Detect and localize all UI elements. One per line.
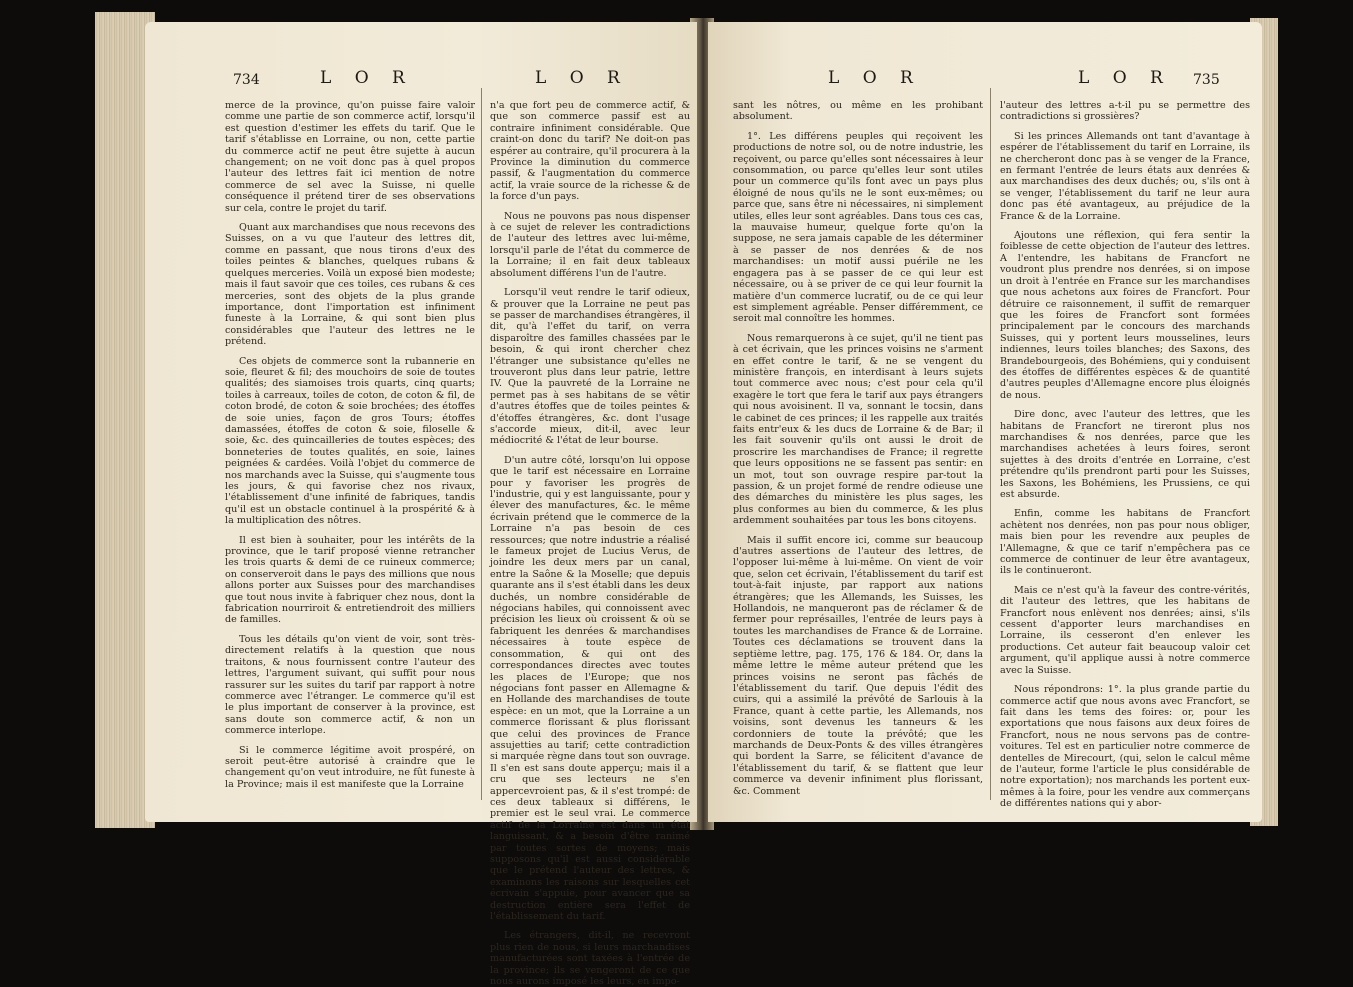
left-column-1: [225, 100, 475, 800]
left-header-right: L O R: [535, 68, 629, 88]
paragraph: Lorsqu'il veut rendre le tarif odieux, & prouver que la Lorraine ne peut pas se passer de marchandises étrangères, il dit, qu'à l'effet du tarif, on verra disparoître des familles chassées par le besoin, & qui iront chercher chez l'étranger une subsistance qu'elles ne trouveront plus dans leur patrie, lettre IV. Que la pauvreté de la Lorraine ne permet pas à ses habitans de se vêtir d'autres étoffes que de toiles peintes & d'étoffes étrangères, &c. dont l'usage s'accorde mieux, dit-il, avec leur médiocrité & l'état de leur bourse.: [490, 287, 690, 447]
paragraph: Nous ne pouvons pas nous dispenser à ce sujet de relever les contradictions de l'auteur des lettres avec lui-même, lorsqu'il parle de l'état du commerce de la Lorraine; il en fait deux tableaux absolument différens l'un de l'autre.: [490, 210, 690, 279]
paragraph: Ajoutons une réflexion, qui fera sentir la foiblesse de cette objection de l'auteur des lettres. A l'entendre, les habitans de Francfort ne voudront plus prendre nos denrées, si on impose un droit à l'entrée en France sur les marchandises que nous achetons aux foires de Francfort. Pour détruire ce raisonnement, il suffit de remarquer que les foires de Francfort sont formées principalement par le concours des marchands Suisses, qui y portent leurs mousselines, leurs indiennes, leurs toiles blanches; des Saxons, des Brandebourgeois, des Bohémiens, qui y conduisent des étoffes de différentes espèces & de quantité d'autres peuples d'Allemagne encore plus éloignés de nous.: [1000, 230, 1250, 401]
paragraph: Ces objets de commerce sont la rubannerie en soie, fleuret & fil; des mouchoirs de soie de toutes qualités; des siamoises trois quarts, cinq quarts; toiles à carreaux, toiles de coton, de coton & fil, de coton brodé, de coton & soie brochées; des étoffes de soie unies, façon de gros Tours; étoffes damassées, étoffes de coton & soie, filoselle & soie, &c. des quincailleries de toutes espèces; des bonneteries de toutes qualités, en soie, laines peignées & cardées. Voilà l'objet du commerce de nos marchands avec la Suisse, qui s'augmente tous les jours, & qui favorise chez nos rivaux, l'établissement d'une infinité de fabriques, tandis qu'il est un obstacle continuel à la prospérité & à la multiplication des nôtres.: [225, 355, 475, 527]
paragraph: Nous remarquerons à ce sujet, qu'il ne tient pas à cet écrivain, que les princes voisins ne s'arment en effet contre le tarif, & ne se vengent du ministère françois, en interdisant à leurs sujets tout commerce avec nous; c'est pour cela qu'il exagère le tort que fera le tarif aux pays étrangers qui nous avoisinent. Il va, sonnant le tocsin, dans le cabinet de ces princes; il les rappelle aux traités faits entr'eux & les ducs de Lorraine & de Bar; il les fait souvenir qu'ils ont aussi le droit de proscrire les marchandises de France; il regrette que leurs oppositions ne se fassent pas sentir: en un mot, tout son ouvrage respire par-tout la passion, & un projet formé de rendre odieuse une des démarches du ministère les plus sages, les plus conformes au bien du commerce, & les plus ardemment souhaitées par tous les bons citoyens.: [733, 332, 983, 527]
left-page-number: 734: [233, 72, 260, 88]
right-header-left: L O R: [828, 68, 922, 88]
paragraph: 1°. Les différens peuples qui reçoivent les productions de notre sol, ou de notre industrie, les reçoivent, ou parce qu'elles sont nécessaires à leur consommation, ou parce qu'elles leur sont utiles pour un commerce qu'ils font avec un pays plus éloigné de nous qu'ils ne le sont eux-mêmes; ou parce que, sans être ni nécessaires, ni simplement utiles, elles leur sont agréables. Dans tous ces cas, la mauvaise humeur, quelque forte qu'on la suppose, ne sera jamais capable de les déterminer à se passer de nos denrées & de nos marchandises: un motif aussi puérile ne les engagera pas à se passer de ce qui leur est nécessaire, ou à se priver de ce qui leur fournit la matière d'un commerce lucratif, ou de ce qui leur est simplement agréable. Penser différemment, ce seroit mal connoître les hommes.: [733, 130, 983, 325]
paragraph: merce de la province, qu'on puisse faire valoir comme une partie de son commerce actif, lorsqu'il est question d'estimer les effets du tarif. Que le tarif s'établisse en Lorraine, ou non, cette partie du commerce actif ne peut être sujette à aucun changement; on ne voit donc pas à quel propos l'auteur des lettres fait ici mention de notre commerce de sel avec la Suisse, ni quelle conséquence il prétend tirer de ses observations sur cela, contre le projet du tarif.: [225, 100, 475, 214]
paragraph: Les étrangers, dit-il, ne recevront plus rien de nous, si leurs marchandises manufacturées sont taxées à l'entrée de la province; ils se vengeront de ce que nous aurons imposé les leurs, en impo-: [490, 930, 690, 987]
right-column-1: [733, 100, 983, 800]
left-column-2: [490, 100, 690, 987]
paragraph: D'un autre côté, lorsqu'on lui oppose que le tarif est nécessaire en Lorraine pour y favoriser les progrès de l'industrie, qui y est languissante, pour y élever des manufactures, &c. le même écrivain prétend que le commerce de la Lorraine n'a pas besoin de ces ressources; que notre industrie a réalisé le fameux projet de Lucius Verus, de joindre les deux mers par un canal, entre la Saône & la Moselle; que depuis quarante ans il s'est établi dans les deux duchés, un nombre considérable de négocians habiles, qui connoissent avec précision les lieux où croissent & où se fabriquent les denrées & marchandises nécessaires à toute espèce de consommation, & qui ont des correspondances directes avec toutes les places de l'Europe; que nos négocians font passer en Allemagne & en Hollande des marchandises de toute espèce: en un mot, que la Lorraine a un commerce florissant & plus florissant que celui des provinces de France assujetties au tarif; cette contradiction si marquée règne dans tout son ouvrage. Il s'en est sans doute apperçu; mais il a cru que ses lecteurs ne s'en appercevroient pas, & il s'est trompé: de ces deux tableaux si différens, le premier est le seul vrai. Le commerce actif de la Lorraine est dans un état languissant, & a besoin d'être ranimé par toutes sortes de moyens; mais supposons qu'il est aussi considérable que le prétend l'auteur des lettres, & examinons les raisons sur lesquelles cet écrivain s'appuie, pour avancer que sa destruction entière sera l'effet de l'établissement du tarif.: [490, 454, 690, 923]
paragraph: Dire donc, avec l'auteur des lettres, que les habitans de Francfort ne tireront plus nos marchandises & nos denrées, parce que les marchandises achetées à leurs foires, seront sujettes à des droits d'entrée en Lorraine, c'est prétendre qu'ils prendront parti pour les Suisses, les Saxons, les Bohémiens, les Prussiens, ce qui est absurde.: [1000, 409, 1250, 500]
paragraph: sant les nôtres, ou même en les prohibant absolument.: [733, 100, 983, 123]
column-divider: [481, 88, 482, 800]
paragraph: Mais il suffit encore ici, comme sur beaucoup d'autres assertions de l'auteur des lettres, de l'opposer lui-même à lui-même. On vient de voir que, selon cet écrivain, l'établissement du tarif est tout-à-fait injuste, par rapport aux nations étrangères; que les Allemands, les Suisses, les Hollandois, ne manqueront pas de réclamer & de fermer pour représailles, l'entrée de leurs pays à toutes les marchandises de France & de Lorraine. Toutes ces déclamations se trouvent dans la septième lettre, pag. 175, 176 & 184. Or, dans la même lettre le même auteur prétend que les princes voisins ne seront pas fâchés de l'établissement du tarif. Que depuis l'édit des cuirs, qui a assimilé la prévôté de Sarlouis à la France, quant à cette partie, les Allemands, nos voisins, sont devenus les tanneurs & les cordonniers de toute la prévôté; que les marchands de Deux-Ponts & des villes étrangères qui bordent la Sarre, se félicitent d'avance de l'établissement du tarif, & se flattent que leur commerce va devenir infiniment plus florissant, &c. Comment: [733, 534, 983, 797]
paragraph: Si les princes Allemands ont tant d'avantage à espérer de l'établissement du tarif en Lorraine, ils ne chercheront donc pas à se venger de la France, en fermant l'entrée de leurs états aux denrées & aux marchandises des deux duchés; ou, s'ils ont à se venger, l'établissement du tarif ne leur aura donc pas été avantageux, au préjudice de la France & de la Lorraine.: [1000, 130, 1250, 222]
right-page-number: 735: [1193, 72, 1220, 88]
paragraph: l'auteur des lettres a-t-il pu se permettre des contradictions si grossières?: [1000, 100, 1250, 123]
paragraph: Si le commerce légitime avoit prospéré, on seroit peut-être autorisé à craindre que le changement qu'on veut introduire, ne fût funeste à la Province; mais il est manifeste que la Lorraine: [225, 744, 475, 790]
paragraph: Enfin, comme les habitans de Francfort achètent nos denrées, non pas pour nous obliger, mais bien pour les revendre aux peuples de l'Allemagne, & que ce tarif n'empêchera pas ce commerce de continuer de leur être avantageux, ils le continueront.: [1000, 508, 1250, 577]
right-header-right: L O R: [1078, 68, 1172, 88]
paragraph: n'a que fort peu de commerce actif, & que son commerce passif est au contraire infiniment considérable. Que craint-on donc du tarif? Ne doit-on pas espérer au contraire, qu'il procurera à la Province la diminution du commerce passif, & l'augmentation du commerce actif, la vraie source de la richesse & de la force d'un pays.: [490, 100, 690, 203]
paragraph: Nous répondrons: 1°. la plus grande partie du commerce actif que nous avons avec Francfort, se fait dans les tems des foires: or, pour les exportations que nous faisons aux deux foires de Francfort, nous ne nous servons pas de contre-voitures. Tel est en particulier notre commerce de dentelles de Mirecourt, (qui, selon le calcul même de l'auteur, forme l'article le plus considérable de notre exportation); nos marchands les portent eux-mêmes à la foire, pour les vendre aux commerçans de différentes nations qui y abor-: [1000, 684, 1250, 810]
paragraph: Tous les détails qu'on vient de voir, sont très-directement relatifs à la question que nous traitons, & nous fournissent contre l'auteur des lettres, l'argument suivant, qui suffit pour nous rassurer sur les suites du tarif par rapport à notre commerce avec l'étranger. Le commerce qu'il est le plus important de conserver à la province, est sans doute son commerce actif, & non un commerce interlope.: [225, 633, 475, 737]
column-divider: [990, 88, 991, 800]
left-header-left: L O R: [320, 68, 414, 88]
right-column-2: [1000, 100, 1250, 810]
paragraph: Quant aux marchandises que nous recevons des Suisses, on a vu que l'auteur des lettres dit, comme en passant, que nous tirons d'eux des toiles peintes & blanches, quelques rubans & quelques merceries. Voilà un exposé bien modeste; mais il faut savoir que ces toiles, ces rubans & ces merceries, sont des objets de la plus grande importance, dont l'importation est infiniment funeste à la Lorraine, & qui sont bien plus considérables que l'auteur des lettres ne le prétend.: [225, 222, 475, 348]
paragraph: Mais ce n'est qu'à la faveur des contre-vérités, dit l'auteur des lettres, que les habitans de Francfort nous enlèvent nos denrées; ainsi, s'ils cessent d'apporter leurs marchandises en Lorraine, ils cesseront d'en enlever les productions. Cet auteur fait beaucoup valoir cet argument, qu'il applique aussi à notre commerce avec la Suisse.: [1000, 584, 1250, 676]
right-page: [708, 22, 1262, 822]
left-page: [145, 22, 697, 987]
paragraph: Il est bien à souhaiter, pour les intérêts de la province, que le tarif proposé vienne retrancher les trois quarts & demi de ce ruineux commerce; on conserveroit dans le pays des millions que nous allons porter aux Suisses pour des marchandises que tout nous invite à fabriquer chez nous, dont la fabrication nourriroit & entretiendroit des milliers de familles.: [225, 534, 475, 626]
